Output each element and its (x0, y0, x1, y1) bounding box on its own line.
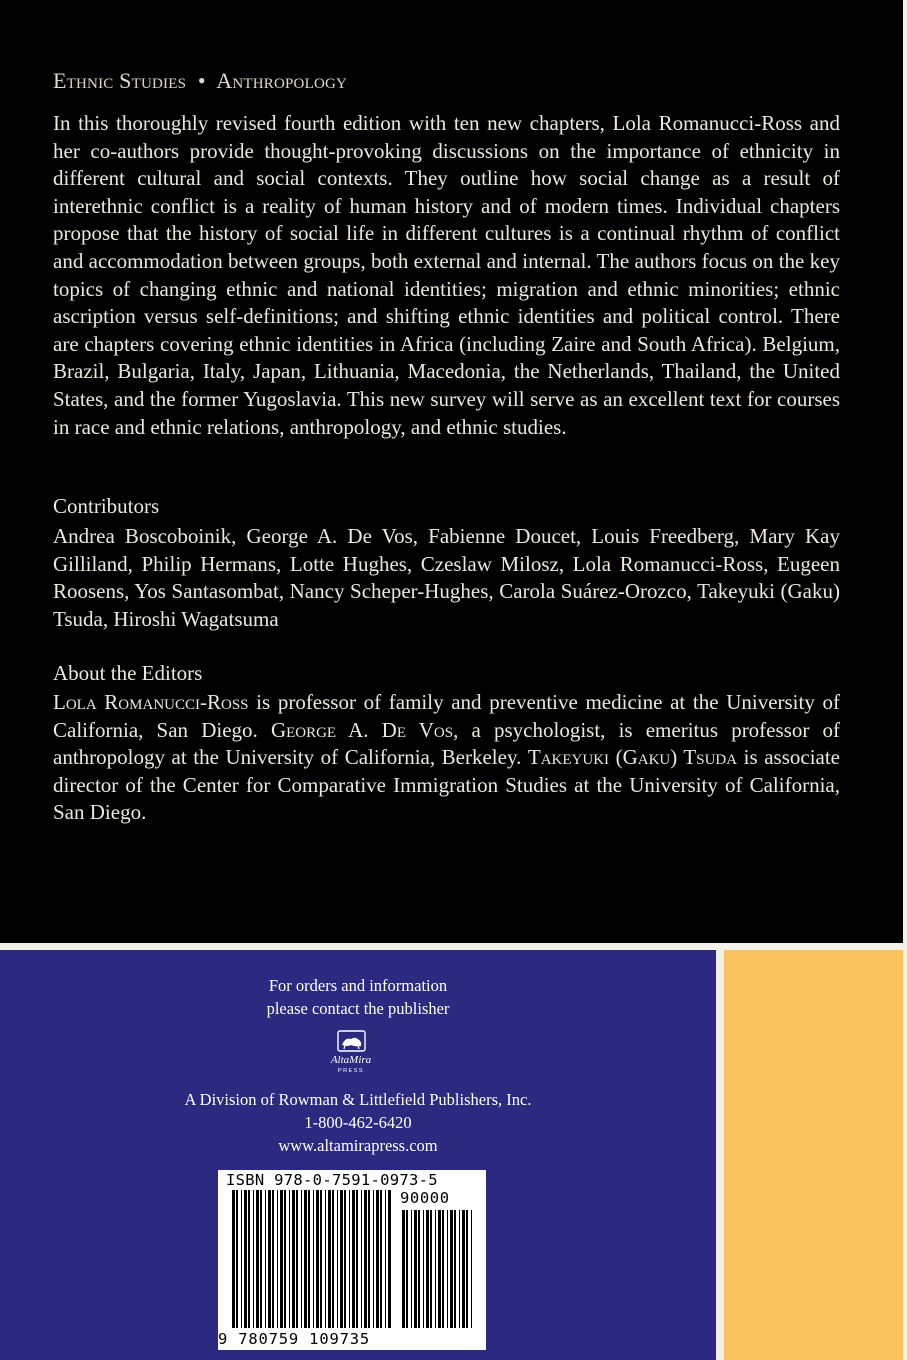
editor-name: Takeyuki (Gaku) Tsuda (527, 745, 738, 770)
about-editors-heading: About the Editors (53, 661, 203, 685)
altamira-logo-icon (311, 1028, 391, 1088)
right-edge-strip (903, 0, 907, 1360)
horizontal-divider (0, 943, 907, 950)
orders-line-1: For orders and information (268, 976, 448, 995)
editor-bio: , a psychologist, is emeritus professor of anthropology at the University of California, Berkeley. (53, 717, 840, 770)
editor-name: George A. De Vos (270, 717, 454, 742)
about-editors-text (53, 689, 840, 827)
contributors-list: Andrea Boscoboinik, George A. De Vos, Fabienne Doucet, Louis Freedberg, Mary Kay Gilliland, Philip Hermans, Lotte Hughes, Czeslaw Milosz, Lola Romanucci-Ross, Eugeen Roosens, Yos Santasombat, Nancy Scheper-Hughes, Carola Suárez-Orozco, Takeyuki (Gaku) Tsuda, Hiroshi Wagatsuma (53, 524, 840, 631)
publisher-website: www.altamirapress.com (278, 1136, 438, 1155)
category-ethnic-studies: Ethnic Studies (53, 68, 187, 93)
publisher-division: A Division of Rowman & Littlefield Publishers, Inc. (184, 1090, 532, 1109)
panel-separator (716, 950, 724, 1360)
ean-digits: 9 780759 109735 (218, 1330, 370, 1348)
publisher-phone: 1-800-462-6420 (304, 1113, 412, 1132)
category-bullet: • (197, 68, 206, 93)
barcode-icon (218, 1170, 486, 1350)
book-description: In this thoroughly revised fourth edition with ten new chapters, Lola Romanucci-Ross and her co-authors provide thought-provoking discussions on the importance of ethnicity in different cultural and social contexts. They outline how social change as a result of interethnic conflict is a reality of human history and of modern times. Individual chapters propose that the history of social life in different cultures is a continual rhythm of conflict and accommodation between groups, both external and internal. The authors focus on the key topics of changing ethnic and national identities; migration and ethnic minorities; ethnic ascription versus self-definitions; and shifting ethnic identities and political control. There are chapters covering ethnic identities in Africa (including Zaire and South Africa). Belgium, Brazil, Bulgaria, Italy, Japan, Lithuania, Macedonia, the Netherlands, Thailand, the United States, and the former Yugoslavia. This new survey will serve as an excellent text for courses in race and ethnic relations, anthropology, and ethnic studies. (53, 111, 840, 439)
editor-bio: is associate director of the Center for Comparative Immigration Studies at the University of California, San Diego. (53, 745, 841, 825)
barcode-panel (218, 1170, 486, 1350)
isbn-text: ISBN 978-0-7591-0973-5 (226, 1171, 438, 1189)
gold-panel (724, 950, 903, 1360)
editor-name: Lola Romanucci-Ross (53, 690, 249, 714)
category-anthropology: Anthropology (216, 68, 348, 93)
price-code: 90000 (400, 1189, 450, 1207)
logo-subtext: PRESS (337, 1068, 365, 1074)
logo-wordmark: AltaMira (330, 1054, 372, 1066)
orders-line-2: please contact the publisher (266, 999, 450, 1018)
category-line (53, 68, 853, 94)
contributors-heading: Contributors (53, 494, 160, 518)
altamira-logo (311, 1028, 391, 1088)
editor-bio: is professor of family and preventive medicine at the University of California, San Diego. (53, 690, 840, 742)
